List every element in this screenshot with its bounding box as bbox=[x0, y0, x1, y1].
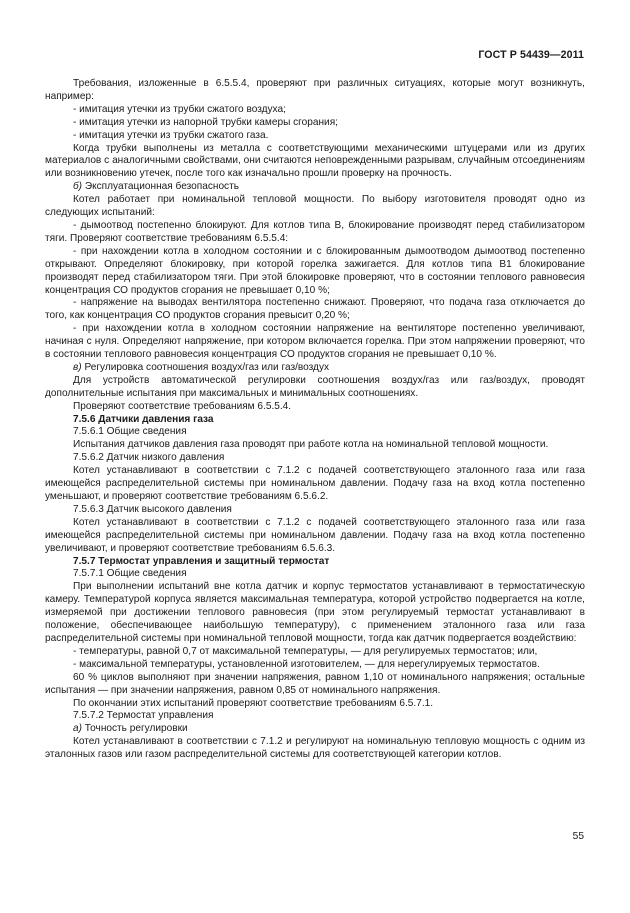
paragraph-text: Точность регулировки bbox=[81, 723, 188, 735]
paragraph bbox=[45, 710, 585, 723]
paragraph-text: Эксплуатационная безопасность bbox=[82, 181, 239, 193]
paragraph bbox=[45, 504, 585, 517]
paragraph bbox=[45, 439, 585, 452]
paragraph bbox=[45, 426, 585, 439]
paragraph-text: Требования, изложенные в 6.5.5.4, проверяют при различных ситуациях, которые могут возникнуть, например: bbox=[45, 78, 585, 102]
paragraph bbox=[45, 401, 585, 414]
paragraph-text: При выполнении испытаний вне котла датчик и корпус термостатов устанавливают в термостатическую камеру. Температурой корпуса является максимальная температура, которой устройство подвергается на котле, измеряемой при достижении теплового равновесия (при этом регулируемый термостат устанавливают в положение, обеспечивающее наибольшую температуру), с применением эталонного газа или газа распределительной системы при номинальной тепловой мощности, тогда как датчик подвергается воздействию: bbox=[45, 581, 585, 644]
paragraph-text: Когда трубки выполнены из металла с соответствующими механическими штуцерами или из других материалов с аналогичными свойствами, они считаются неповрежденными разрывам, случайным отсоединениям или возникновению утечек, после того как изначально прошли проверку на прочность. bbox=[45, 142, 585, 180]
paragraph bbox=[45, 736, 585, 762]
paragraph-text: - при нахождении котла в холодном состоянии напряжение на вентиляторе постепенно увеличивают, начиная с нуля. Определяют напряжение, при котором включается горелка. При этом напряжении проверяют, что в состоянии теплового равновесия концентрация СО продуктов сгорания не превышает 0,10 %. bbox=[45, 323, 585, 361]
paragraph bbox=[45, 143, 585, 182]
paragraph bbox=[45, 181, 585, 194]
paragraph bbox=[45, 698, 585, 711]
paragraph bbox=[45, 672, 585, 698]
paragraph-text: 7.5.6.3 Датчик высокого давления bbox=[73, 503, 232, 515]
paragraph-text: 7.5.7 Термостат управления и защитный термостат bbox=[73, 555, 330, 567]
paragraph-text: Для устройств автоматической регулировки соотношения воздух/газ или газ/воздух, проводят дополнительные испытания при максимальных и минимальных соотношениях. bbox=[45, 374, 585, 399]
paragraph-text: Регулировка соотношения воздух/газ или газ/воздух bbox=[81, 361, 330, 373]
paragraph bbox=[45, 452, 585, 465]
paragraph bbox=[45, 646, 585, 659]
paragraph-text: - имитация утечки из трубки сжатого воздуха; bbox=[73, 103, 286, 115]
list-letter: в) bbox=[73, 361, 82, 373]
paragraph bbox=[45, 362, 585, 375]
paragraph-text: Котел работает при номинальной тепловой мощности. По выбору изготовителя проводят одно из следующих испытаний: bbox=[45, 194, 585, 219]
paragraph-text: Котел устанавливают в соответствии с 7.1.2 с подачей соответствующего эталонного газа или газа имеющейся распределительной системы при номинальном давлении. Подачу газа на вход котла постепенно увеличивают, и проверяют соответствие требованиям 6.5.6.3. bbox=[45, 516, 585, 554]
paragraph-text: - дымоотвод постепенно блокируют. Для котлов типа В, блокирование производят перед стабилизатором тяги. Проверяют соответствие требованиям 6.5.5.4: bbox=[45, 219, 585, 244]
paragraph-text: 7.5.6 Датчики давления газа bbox=[73, 413, 214, 425]
paragraph-text: - имитация утечки из трубки сжатого газа. bbox=[73, 129, 269, 141]
paragraph-text: 7.5.7.2 Термостат управления bbox=[73, 710, 214, 722]
paragraph bbox=[45, 323, 585, 362]
paragraph-text: По окончании этих испытаний проверяют соответствие требованиям 6.5.7.1. bbox=[73, 697, 434, 709]
paragraph bbox=[45, 117, 585, 130]
paragraph bbox=[45, 517, 585, 556]
paragraph-text: - температуры, равной 0,7 от максимальной температуры, — для регулируемых термостатов; или, bbox=[73, 645, 538, 657]
paragraph bbox=[45, 104, 585, 117]
paragraph bbox=[45, 194, 585, 220]
paragraph bbox=[45, 568, 585, 581]
paragraph-text: - максимальной температуры, установленной изготовителем, — для нерегулируемых термостатов. bbox=[73, 658, 540, 670]
paragraph bbox=[45, 246, 585, 298]
paragraph bbox=[45, 375, 585, 401]
paragraph bbox=[45, 220, 585, 246]
paragraph-text: Котел устанавливают в соответствии с 7.1.2 и регулируют на номинальную тепловую мощность с одним из эталонных газов или газом распределительной системы для соответствующей категории котлов. bbox=[45, 736, 585, 761]
list-letter: б) bbox=[73, 181, 83, 193]
paragraph-text: Испытания датчиков давления газа проводят при работе котла на номинальной тепловой мощности. bbox=[73, 439, 549, 451]
paragraph-text: 7.5.7.1 Общие сведения bbox=[73, 568, 187, 580]
document-body bbox=[45, 78, 585, 762]
paragraph-text: Проверяют соответствие требованиям 6.5.5.4. bbox=[73, 400, 292, 412]
page-number: 55 bbox=[572, 831, 584, 842]
paragraph bbox=[45, 130, 585, 143]
paragraph bbox=[45, 414, 585, 427]
paragraph bbox=[45, 723, 585, 736]
list-letter: а) bbox=[73, 723, 82, 735]
paragraph bbox=[45, 659, 585, 672]
paragraph-text: 7.5.6.2 Датчик низкого давления bbox=[73, 452, 225, 464]
paragraph-text: Котел устанавливают в соответствии с 7.1.2 с подачей соответствующего эталонного газа или газа имеющейся распределительной системы при номинальном давлении. Подачу газа на вход котла постепенно уменьшают, и проверяют соответствие требованиям 6.5.6.2. bbox=[45, 465, 585, 502]
paragraph bbox=[45, 581, 585, 646]
paragraph bbox=[45, 297, 585, 323]
paragraph-text: - имитация утечки из напорной трубки камеры сгорания; bbox=[73, 116, 338, 128]
paragraph bbox=[45, 78, 585, 104]
paragraph-text: 7.5.6.1 Общие сведения bbox=[73, 426, 187, 438]
paragraph bbox=[45, 465, 585, 504]
standard-header: ГОСТ Р 54439—2011 bbox=[478, 49, 584, 61]
paragraph bbox=[45, 556, 585, 569]
paragraph-text: - напряжение на выводах вентилятора постепенно снижают. Проверяют, что подача газа отключается до того, как концентрация СО продуктов сгорания превысит 0,20 %; bbox=[45, 297, 585, 322]
paragraph-text: 60 % циклов выполняют при значении напряжения, равном 1,10 от номинального напряжения; остальные испытания — при значении напряжения, равном 0,85 от номинального напряжения. bbox=[45, 671, 585, 696]
paragraph-text: - при нахождении котла в холодном состоянии и с блокированным дымоотводом дымоотвод постепенно открывают. Определяют блокировку, при которой горелка зажигается. Для котлов типа В1 блокирование производят перед стабилизатором тяги. При этой блокировке проверяют, что в состоянии теплового равновесия концентрация СО продуктов сгорания не превышает 0,10 %; bbox=[45, 245, 585, 296]
